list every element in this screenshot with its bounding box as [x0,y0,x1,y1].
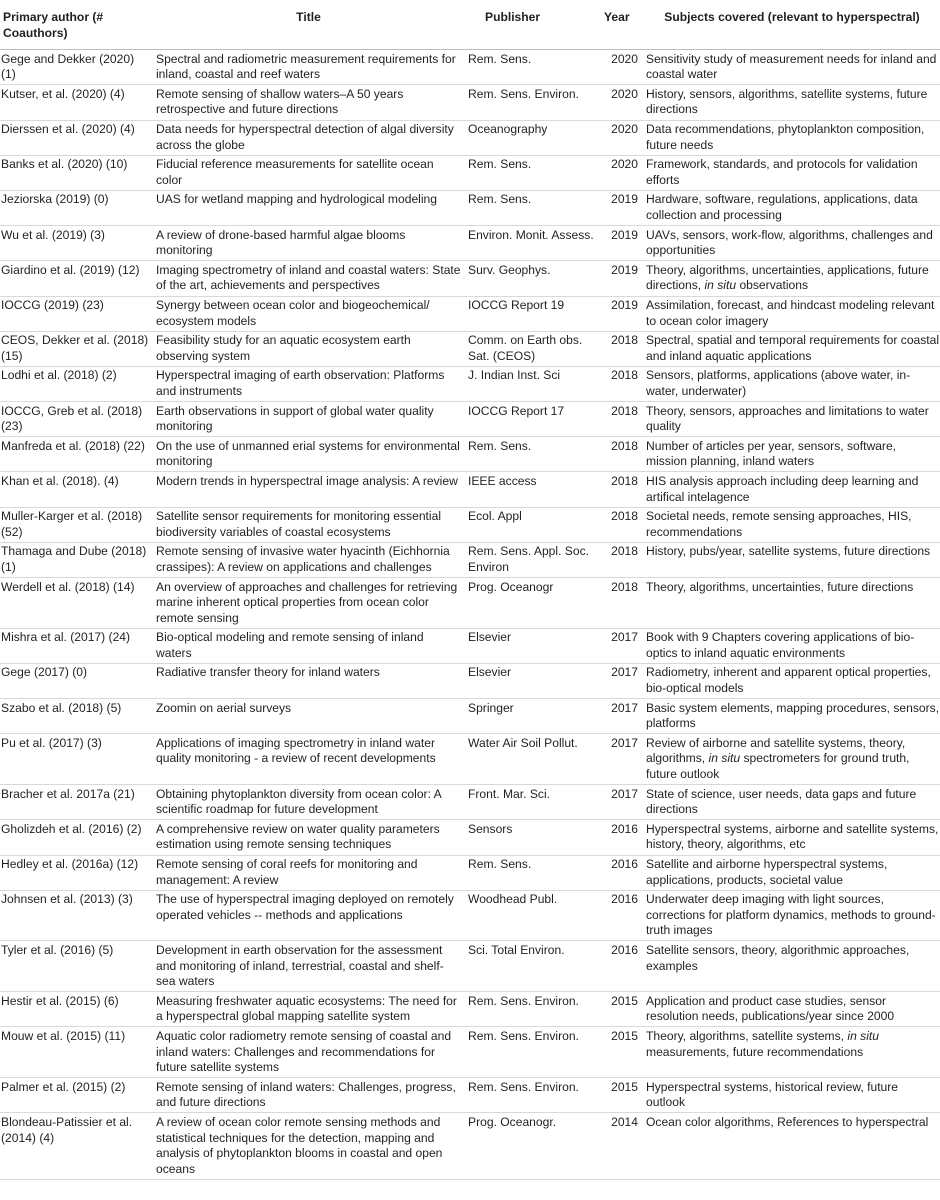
title-cell: Hyperspectral imaging of earth observation: Platforms and instruments [152,366,465,401]
author-cell: Lodhi et al. (2018) (2) [0,366,152,401]
title-cell: Data needs for hyperspectral detection of algal diversity across the globe [152,120,465,155]
subjects-cell: Underwater deep imaging with light sources, corrections for platform dynamics, methods to ground-truth images [644,890,940,941]
publisher-cell: Front. Mar. Sci. [465,785,602,820]
subjects-text: Theory, algorithms, uncertainties, applications, future directions, [646,262,929,293]
year-cell: 2016 [602,890,644,941]
table-row [0,50,940,85]
subjects-emphasis: in situ [704,278,737,293]
title-cell: A comprehensive review on water quality parameters estimation using remote sensing techniques [152,820,465,855]
table-row [0,226,940,261]
author-cell: Pu et al. (2017) (3) [0,734,152,785]
publisher-cell: Prog. Oceanogr. [465,1113,602,1179]
author-cell: Szabo et al. (2018) (5) [0,699,152,734]
publisher-cell: IOCCG Report 19 [465,296,602,331]
header-row [0,0,940,50]
year-cell: 2014 [602,1113,644,1179]
table-row [0,734,940,785]
subjects-cell: Ocean color algorithms, References to hyperspectral [644,1113,940,1179]
table-row [0,472,940,507]
year-cell: 2018 [602,507,644,542]
subjects-cell: Radiometry, inherent and apparent optical properties, bio-optical models [644,663,940,698]
year-cell: 2016 [602,855,644,890]
subjects-cell: Framework, standards, and protocols for validation efforts [644,155,940,190]
author-cell: Bracher et al. 2017a (21) [0,785,152,820]
year-cell: 2019 [602,226,644,261]
author-cell: Mouw et al. (2015) (11) [0,1027,152,1078]
subjects-emphasis: in situ [708,751,741,766]
title-cell: Spectral and radiometric measurement requirements for inland, coastal and reef waters [152,50,465,85]
table-row [0,785,940,820]
author-cell: Jeziorska (2019) (0) [0,190,152,225]
table-row [0,85,940,120]
year-cell: 2019 [602,261,644,296]
subjects-cell: Data recommendations, phytoplankton composition, future needs [644,120,940,155]
year-cell: 2018 [602,437,644,472]
title-cell: Earth observations in support of global water quality monitoring [152,402,465,437]
title-cell: Modern trends in hyperspectral image analysis: A review [152,472,465,507]
header-year: Year [602,0,644,50]
header-subjects: Subjects covered (relevant to hyperspectral) [644,0,940,50]
table-row [0,1113,940,1179]
subjects-cell: Basic system elements, mapping procedures, sensors, platforms [644,699,940,734]
author-cell: Hestir et al. (2015) (6) [0,992,152,1027]
title-cell: Synergy between ocean color and biogeochemical/ ecosystem models [152,296,465,331]
year-cell: 2016 [602,820,644,855]
title-cell: UAS for wetland mapping and hydrological modeling [152,190,465,225]
title-cell: Zoomin on aerial surveys [152,699,465,734]
subjects-tail: spectrometers for ground truth, future outlook [646,751,910,782]
table-row [0,507,940,542]
year-cell: 2019 [602,190,644,225]
author-cell: Banks et al. (2020) (10) [0,155,152,190]
subjects-cell: History, sensors, algorithms, satellite systems, future directions [644,85,940,120]
author-cell: Palmer et al. (2015) (2) [0,1078,152,1113]
title-cell: Aquatic color radiometry remote sensing of coastal and inland waters: Challenges and recommendations for future satellite systems [152,1027,465,1078]
author-cell: Johnsen et al. (2013) (3) [0,890,152,941]
publisher-cell: Sensors [465,820,602,855]
year-cell: 2016 [602,941,644,992]
subjects-cell: Satellite and airborne hyperspectral systems, applications, products, societal value [644,855,940,890]
title-cell: On the use of unmanned erial systems for environmental monitoring [152,437,465,472]
title-cell: Satellite sensor requirements for monitoring essential biodiversity variables of coastal ecosystems [152,507,465,542]
publisher-cell: Ecol. Appl [465,507,602,542]
subjects-cell: Sensitivity study of measurement needs for inland and coastal water [644,50,940,85]
year-cell: 2019 [602,296,644,331]
title-cell: Obtaining phytoplankton diversity from ocean color: A scientific roadmap for future development [152,785,465,820]
table-row [0,190,940,225]
title-cell: Remote sensing of inland waters: Challenges, progress, and future directions [152,1078,465,1113]
author-cell: Muller-Karger et al. (2018) (52) [0,507,152,542]
subjects-cell: Assimilation, forecast, and hindcast modeling relevant to ocean color imagery [644,296,940,331]
publisher-cell: Comm. on Earth obs. Sat. (CEOS) [465,331,602,366]
subjects-cell: Hyperspectral systems, airborne and satellite systems, history, theory, algorithms, etc [644,820,940,855]
subjects-cell: State of science, user needs, data gaps and future directions [644,785,940,820]
subjects-cell: UAVs, sensors, work-flow, algorithms, challenges and opportunities [644,226,940,261]
table-row [0,261,940,296]
title-cell: Remote sensing of invasive water hyacinth (Eichhornia crassipes): A review on applications and challenges [152,542,465,577]
publisher-cell: Surv. Geophys. [465,261,602,296]
subjects-cell: Application and product case studies, sensor resolution needs, publications/year since 2000 [644,992,940,1027]
subjects-cell: Spectral, spatial and temporal requirements for coastal and inland aquatic applications [644,331,940,366]
table-row [0,941,940,992]
title-cell: Fiducial reference measurements for satellite ocean color [152,155,465,190]
year-cell: 2018 [602,472,644,507]
year-cell: 2015 [602,1078,644,1113]
author-cell: Manfreda et al. (2018) (22) [0,437,152,472]
publisher-cell: Rem. Sens. Appl. Soc. Environ [465,542,602,577]
table-row [0,120,940,155]
author-cell: Hedley et al. (2016a) (12) [0,855,152,890]
subjects-cell: Theory, algorithms, uncertainties, future directions [644,578,940,629]
publisher-cell: Rem. Sens. Environ. [465,1027,602,1078]
title-cell: An overview of approaches and challenges for retrieving marine inherent optical properties from ocean color remote sensing [152,578,465,629]
year-cell: 2017 [602,734,644,785]
publisher-cell: Rem. Sens. Environ. [465,85,602,120]
subjects-cell: Satellite sensors, theory, algorithmic approaches, examples [644,941,940,992]
title-cell: Bio-optical modeling and remote sensing of inland waters [152,628,465,663]
title-cell: Imaging spectrometry of inland and coastal waters: State of the art, achievements and perspectives [152,261,465,296]
table-row [0,155,940,190]
table-row [0,628,940,663]
table-body [0,50,940,1180]
title-cell: Radiative transfer theory for inland waters [152,663,465,698]
subjects-cell: Hardware, software, regulations, applications, data collection and processing [644,190,940,225]
title-cell: Remote sensing of coral reefs for monitoring and management: A review [152,855,465,890]
author-cell: Blondeau-Patissier et al. (2014) (4) [0,1113,152,1179]
table-row [0,890,940,941]
author-cell: Gholizdeh et al. (2016) (2) [0,820,152,855]
table-header [0,0,940,50]
title-cell: Remote sensing of shallow waters–A 50 years retrospective and future directions [152,85,465,120]
publisher-cell: Oceanography [465,120,602,155]
author-cell: Khan et al. (2018). (4) [0,472,152,507]
year-cell: 2018 [602,366,644,401]
author-cell: Kutser, et al. (2020) (4) [0,85,152,120]
publisher-cell: Rem. Sens. [465,855,602,890]
year-cell: 2020 [602,50,644,85]
publisher-cell: Elsevier [465,663,602,698]
title-cell: Feasibility study for an aquatic ecosystem earth observing system [152,331,465,366]
subjects-cell: HIS analysis approach including deep learning and artifical intelagence [644,472,940,507]
subjects-tail: measurements, future recommendations [646,1044,864,1059]
publisher-cell: Rem. Sens. Environ. [465,992,602,1027]
publisher-cell: J. Indian Inst. Sci [465,366,602,401]
author-cell: Gege and Dekker (2020) (1) [0,50,152,85]
author-cell: IOCCG (2019) (23) [0,296,152,331]
publisher-cell: Rem. Sens. [465,50,602,85]
title-cell: Measuring freshwater aquatic ecosystems: The need for a hyperspectral global mapping satellite system [152,992,465,1027]
subjects-cell: History, pubs/year, satellite systems, future directions [644,542,940,577]
subjects-cell [644,1027,940,1078]
year-cell: 2018 [602,542,644,577]
subjects-cell [644,734,940,785]
subjects-cell [644,261,940,296]
table-row [0,296,940,331]
subjects-tail: observations [736,278,809,293]
title-cell: The use of hyperspectral imaging deployed on remotely operated vehicles -- methods and applications [152,890,465,941]
subjects-emphasis: in situ [847,1028,879,1043]
header-title: Title [152,0,465,50]
table-row [0,1027,940,1078]
table-row [0,437,940,472]
table-row [0,699,940,734]
year-cell: 2017 [602,785,644,820]
publisher-cell: Prog. Oceanogr [465,578,602,629]
publisher-cell: IEEE access [465,472,602,507]
publisher-cell: Elsevier [465,628,602,663]
year-cell: 2020 [602,85,644,120]
publisher-cell: Rem. Sens. Environ. [465,1078,602,1113]
table-row [0,663,940,698]
author-cell: Gege (2017) (0) [0,663,152,698]
table-row [0,1078,940,1113]
subjects-text: Theory, algorithms, satellite systems, [646,1028,848,1043]
subjects-cell: Sensors, platforms, applications (above water, in-water, underwater) [644,366,940,401]
publisher-cell: Rem. Sens. [465,190,602,225]
author-cell: CEOS, Dekker et al. (2018) (15) [0,331,152,366]
author-cell: Wu et al. (2019) (3) [0,226,152,261]
title-cell: Applications of imaging spectrometry in inland water quality monitoring - a review of recent developments [152,734,465,785]
year-cell: 2015 [602,992,644,1027]
publisher-cell: Springer [465,699,602,734]
year-cell: 2017 [602,663,644,698]
year-cell: 2020 [602,120,644,155]
publisher-cell: Rem. Sens. [465,437,602,472]
author-cell: Werdell et al. (2018) (14) [0,578,152,629]
publisher-cell: Environ. Monit. Assess. [465,226,602,261]
header-publisher: Publisher [465,0,602,50]
year-cell: 2018 [602,402,644,437]
title-cell: Development in earth observation for the assessment and monitoring of inland, terrestrial, coastal and shelf-sea waters [152,941,465,992]
publisher-cell: Sci. Total Environ. [465,941,602,992]
table-row [0,542,940,577]
author-cell: Mishra et al. (2017) (24) [0,628,152,663]
table-row [0,855,940,890]
title-cell: A review of drone-based harmful algae blooms monitoring [152,226,465,261]
author-cell: Thamaga and Dube (2018) (1) [0,542,152,577]
subjects-cell: Number of articles per year, sensors, software, mission planning, inland waters [644,437,940,472]
subjects-cell: Theory, sensors, approaches and limitations to water quality [644,402,940,437]
year-cell: 2017 [602,699,644,734]
header-author: Primary author (# Coauthors) [0,0,152,50]
subjects-text: Review of airborne and satellite systems, theory, algorithms, [646,735,906,766]
year-cell: 2017 [602,628,644,663]
table-row [0,992,940,1027]
author-cell: Dierssen et al. (2020) (4) [0,120,152,155]
table-row [0,402,940,437]
table-row [0,331,940,366]
publisher-cell: Woodhead Publ. [465,890,602,941]
author-cell: Tyler et al. (2016) (5) [0,941,152,992]
author-cell: IOCCG, Greb et al. (2018) (23) [0,402,152,437]
author-cell: Giardino et al. (2019) (12) [0,261,152,296]
title-cell: A review of ocean color remote sensing methods and statistical techniques for the detection, mapping and analysis of phytoplankton blooms in coastal and open oceans [152,1113,465,1179]
publisher-cell: Water Air Soil Pollut. [465,734,602,785]
subjects-cell: Societal needs, remote sensing approaches, HIS, recommendations [644,507,940,542]
year-cell: 2015 [602,1027,644,1078]
year-cell: 2018 [602,331,644,366]
year-cell: 2018 [602,578,644,629]
table-row [0,820,940,855]
subjects-cell: Hyperspectral systems, historical review, future outlook [644,1078,940,1113]
year-cell: 2020 [602,155,644,190]
subjects-cell: Book with 9 Chapters covering applications of bio-optics to inland aquatic environments [644,628,940,663]
publisher-cell: Rem. Sens. [465,155,602,190]
table-row [0,578,940,629]
publisher-cell: IOCCG Report 17 [465,402,602,437]
table-row [0,366,940,401]
